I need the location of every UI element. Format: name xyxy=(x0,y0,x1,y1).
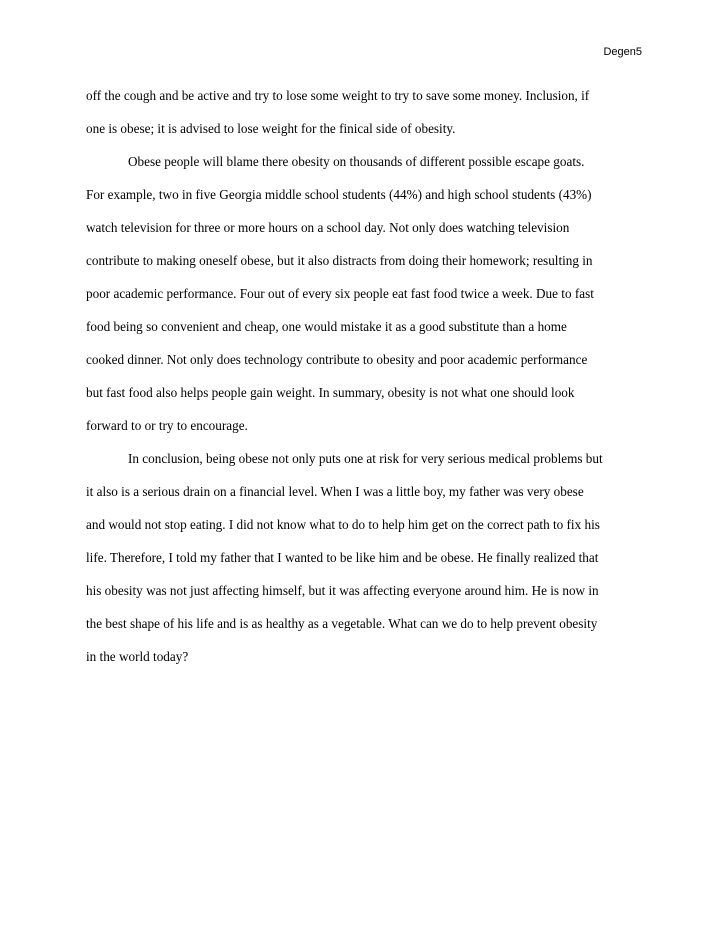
text-line: his obesity was not just affecting himself, but it was affecting everyone around him. He is now in xyxy=(86,583,599,598)
text-line: poor academic performance. Four out of every six people eat fast food twice a week. Due to fast xyxy=(86,286,594,301)
text-line: Obese people will blame there obesity on thousands of different possible escape goats. xyxy=(128,154,585,169)
text-line: one is obese; it is advised to lose weight for the finical side of obesity. xyxy=(86,121,456,136)
text-line: food being so convenient and cheap, one would mistake it as a good substitute than a home xyxy=(86,319,567,334)
text-line: In conclusion, being obese not only puts one at risk for very serious medical problems but xyxy=(128,451,603,466)
text-line: contribute to making oneself obese, but it also distracts from doing their homework; resulting in xyxy=(86,253,593,268)
text-line: off the cough and be active and try to lose some weight to try to save some money. Inclusion, if xyxy=(86,88,590,103)
body-text xyxy=(86,85,646,679)
text-line: the best shape of his life and is as healthy as a vegetable. What can we do to help prevent obesity xyxy=(86,616,598,631)
paragraph-2 xyxy=(86,151,646,437)
text-line: For example, two in five Georgia middle school students (44%) and high school students (43%) xyxy=(86,187,592,202)
text-line: life. Therefore, I told my father that I wanted to be like him and be obese. He finally realized that xyxy=(86,550,599,565)
text-line: it also is a serious drain on a financial level. When I was a little boy, my father was very obese xyxy=(86,484,584,499)
text-line: but fast food also helps people gain weight. In summary, obesity is not what one should look xyxy=(86,385,575,400)
page-header: Degen5 xyxy=(603,46,642,58)
text-line: watch television for three or more hours on a school day. Not only does watching television xyxy=(86,220,570,235)
paragraph-3 xyxy=(86,448,646,668)
text-line: forward to or try to encourage. xyxy=(86,418,248,433)
paragraph-1 xyxy=(86,85,646,140)
text-line: and would not stop eating. I did not know what to do to help him get on the correct path to fix his xyxy=(86,517,600,532)
text-line: in the world today? xyxy=(86,649,189,664)
text-line: cooked dinner. Not only does technology contribute to obesity and poor academic performance xyxy=(86,352,588,367)
